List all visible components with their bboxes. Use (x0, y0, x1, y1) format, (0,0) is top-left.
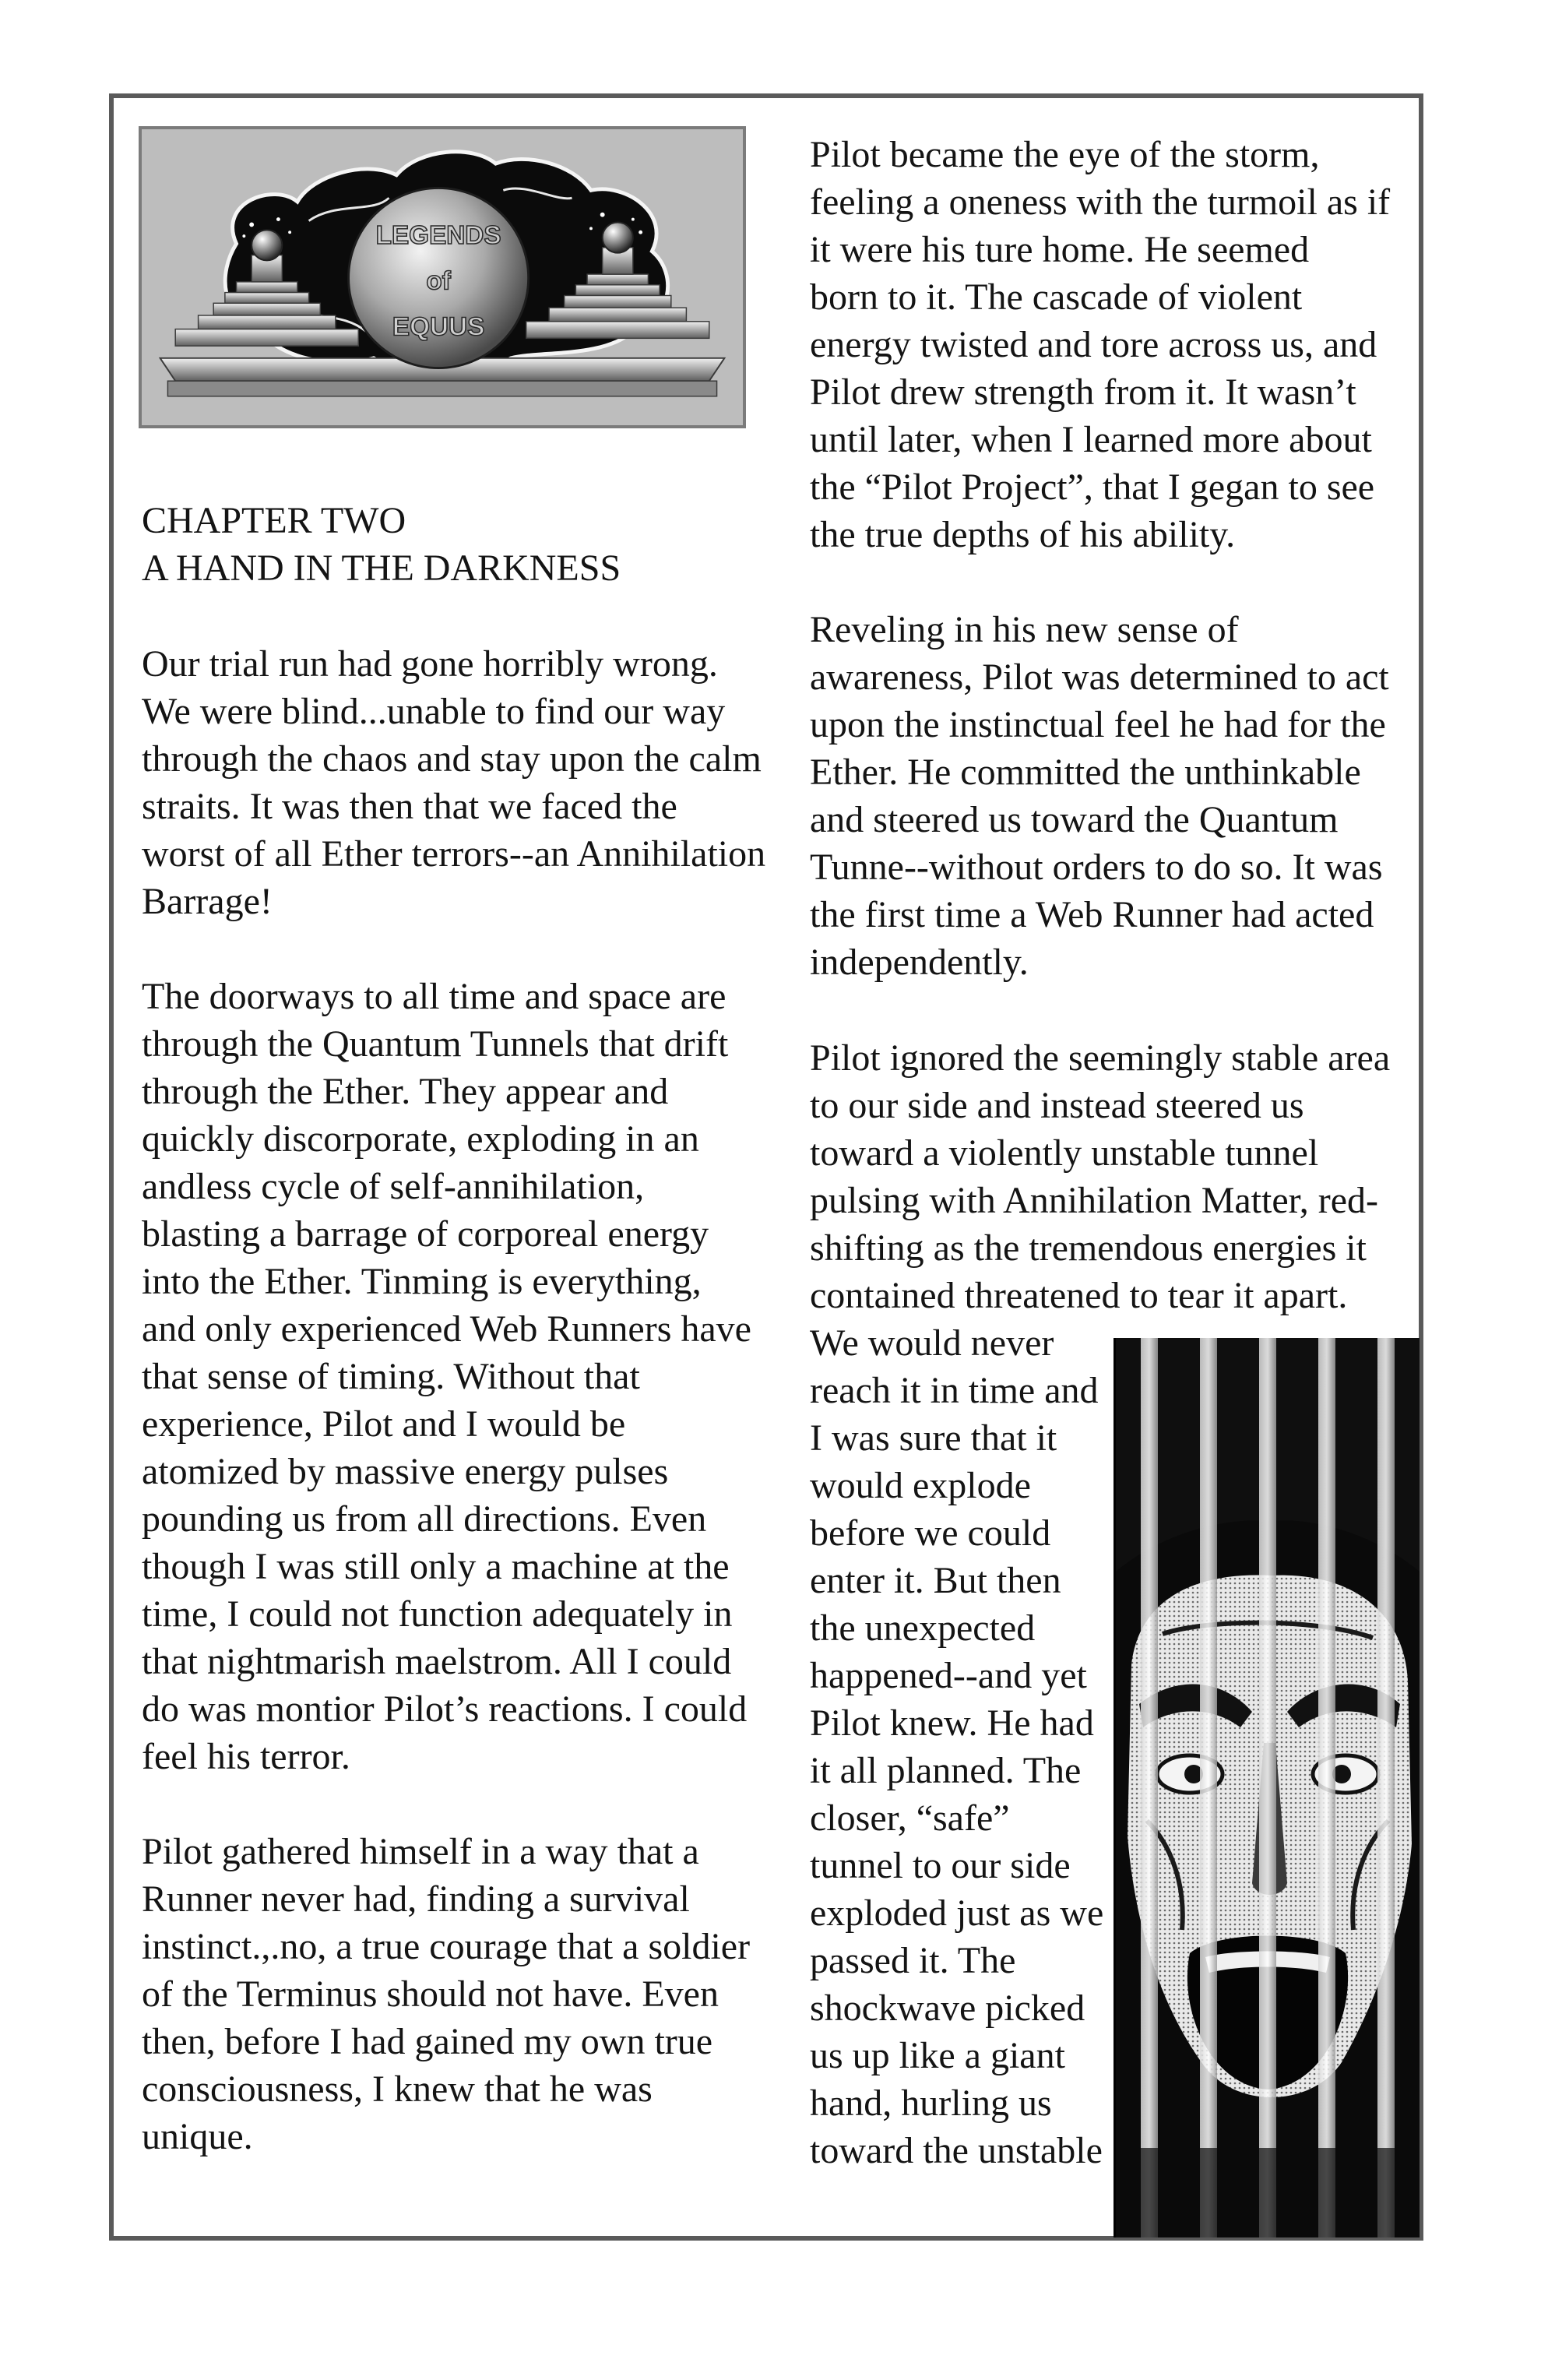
text-line: the first time a Web Runner had acted (810, 894, 1374, 935)
text-line: the “Pilot Project”, that I gegan to see (810, 466, 1375, 508)
text-line: then, before I had gained my own true (142, 2021, 713, 2062)
text-line: feel his terror. (142, 1736, 350, 1777)
logo-title-line-2: of (426, 266, 451, 296)
text-line: quickly discorporate, exploding in an (142, 1118, 699, 1160)
text-line: through the Quantum Tunnels that drift (142, 1023, 729, 1065)
right-paragraph-2 (810, 606, 1389, 986)
left-paragraph-1 (142, 640, 765, 925)
text-line: independently. (810, 942, 1029, 983)
text-line: passed it. The (810, 1940, 1016, 1981)
text-line: consciousness, I knew that he was (142, 2068, 653, 2110)
text-line: that sense of timing. Without that (142, 1356, 640, 1397)
text-line: upon the instinctual feel he had for the (810, 704, 1386, 745)
text-line: hand, hurling us (810, 2082, 1052, 2124)
text-line: Our trial run had gone horribly wrong. (142, 643, 718, 685)
text-line: Pilot became the eye of the storm, (810, 134, 1320, 175)
text-line: instinct.,.no, a true courage that a soldier (142, 1926, 751, 1967)
text-line: feeling a oneness with the turmoil as if (810, 181, 1391, 223)
text-line: experience, Pilot and I would be (142, 1403, 626, 1445)
left-paragraph-2 (142, 973, 751, 1780)
legends-of-equus-logo (139, 126, 746, 428)
text-line: time, I could not function adequately in (142, 1593, 733, 1635)
text-line: andless cycle of self-annihilation, (142, 1166, 645, 1207)
text-line: us up like a giant (810, 2035, 1065, 2076)
text-line: awareness, Pilot was determined to act (810, 657, 1389, 698)
text-line: straits. It was then that we faced the (142, 786, 677, 827)
legends-of-equus-emblem-icon (142, 129, 743, 425)
text-line: Barrage! (142, 881, 273, 922)
text-line: Reveling in his new sense of (810, 609, 1239, 650)
text-line: into the Ether. Tinming is everything, (142, 1261, 702, 1302)
text-line: shockwave picked (810, 1987, 1085, 2029)
text-line: until later, when I learned more about (810, 419, 1372, 460)
text-line: that nightmarish maelstrom. All I could (142, 1641, 732, 1682)
text-line: Tunne--without orders to do so. It was (810, 847, 1383, 888)
text-line: before we could (810, 1512, 1051, 1554)
text-line: toward a violently unstable tunnel (810, 1132, 1319, 1174)
text-line: reach it in time and (810, 1370, 1099, 1411)
text-line: We would never (810, 1322, 1054, 1364)
text-line: the true depths of his ability. (810, 514, 1236, 555)
text-line: through the chaos and stay upon the calm (142, 738, 762, 780)
chapter-heading (142, 497, 621, 592)
text-line: and only experienced Web Runners have (142, 1308, 751, 1350)
text-line: energy twisted and tore across us, and (810, 324, 1377, 365)
text-line: Pilot drew strength from it. It wasn’t (810, 371, 1356, 413)
text-line: would explode (810, 1465, 1031, 1506)
chapter-title: A HAND IN THE DARKNESS (142, 547, 621, 589)
text-line: We were blind...unable to find our way (142, 691, 726, 732)
text-line: pounding us from all directions. Even (142, 1498, 707, 1540)
text-line: Pilot ignored the seemingly stable area (810, 1037, 1391, 1079)
text-line: though I was still only a machine at the (142, 1546, 730, 1587)
screaming-face-icon (1116, 1338, 1420, 2237)
text-line: to our side and instead steered us (810, 1085, 1304, 1126)
right-paragraph-1 (810, 131, 1390, 558)
text-line: toward the unstable (810, 2130, 1103, 2171)
left-paragraph-3 (142, 1828, 750, 2160)
text-line: it were his ture home. He seemed (810, 229, 1310, 270)
text-line: blasting a barrage of corporeal energy (142, 1213, 709, 1255)
screaming-face-illustration (1114, 1338, 1420, 2237)
chapter-number: CHAPTER TWO (142, 500, 406, 541)
text-line: I was sure that it (810, 1417, 1057, 1459)
text-line: born to it. The cascade of violent (810, 276, 1303, 318)
text-line: shifting as the tremendous energies it (810, 1227, 1367, 1269)
text-line: Runner never had, finding a survival (142, 1878, 690, 1920)
text-line: Ether. He committed the unthinkable (810, 752, 1361, 793)
text-line: atomized by massive energy pulses (142, 1451, 669, 1492)
text-line: and steered us toward the Quantum (810, 799, 1339, 840)
text-line: The doorways to all time and space are (142, 976, 727, 1017)
text-line: Pilot gathered himself in a way that a (142, 1831, 699, 1872)
text-line: pulsing with Annihilation Matter, red- (810, 1180, 1378, 1221)
text-line: of the Terminus should not have. Even (142, 1973, 719, 2015)
text-line: contained threatened to tear it apart. (810, 1275, 1348, 1316)
text-line: tunnel to our side (810, 1845, 1071, 1886)
text-line: enter it. But then (810, 1560, 1061, 1601)
text-line: worst of all Ether terrors--an Annihilation (142, 833, 766, 875)
text-line: happened--and yet (810, 1655, 1087, 1696)
text-line: exploded just as we (810, 1892, 1104, 1934)
text-line: Pilot knew. He had (810, 1702, 1094, 1744)
text-line: the unexpected (810, 1607, 1036, 1649)
text-line: unique. (142, 2116, 253, 2157)
text-line: closer, “safe” (810, 1797, 1010, 1839)
logo-title-line-1: LEGENDS (375, 220, 501, 250)
logo-title-line-3: EQUUS (392, 312, 485, 342)
text-line: it all planned. The (810, 1750, 1082, 1791)
text-line: do was montior Pilot’s reactions. I could (142, 1688, 748, 1730)
text-line: through the Ether. They appear and (142, 1071, 669, 1112)
